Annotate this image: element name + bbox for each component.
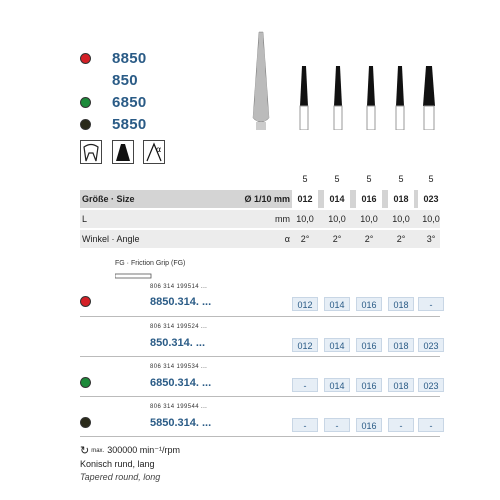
- length-row: [80, 210, 440, 228]
- variant-code: 5850: [112, 116, 147, 133]
- order-number: 806 314 199514 ...: [150, 284, 208, 290]
- order-number: 806 314 199534 ...: [150, 364, 208, 370]
- order-size-cell[interactable]: 016: [356, 297, 382, 311]
- svg-text:α: α: [156, 145, 162, 154]
- red-ring-dot: [80, 296, 91, 307]
- length-unit: mm: [275, 214, 290, 224]
- pack-cell: 5: [398, 174, 404, 184]
- speed-prefix: max.: [91, 447, 105, 454]
- size-row: [80, 190, 440, 208]
- order-size-cell[interactable]: 023: [418, 338, 444, 352]
- bur-silhouette-014: [331, 64, 345, 130]
- variant-6850: [80, 94, 147, 111]
- variant-code: 6850: [112, 94, 147, 111]
- order-size-cell[interactable]: -: [292, 418, 318, 432]
- tapered-shape-icon: [112, 140, 134, 164]
- bur-silhouette-018: [393, 64, 407, 130]
- order-size-cell[interactable]: 016: [356, 338, 382, 352]
- order-number: 806 314 199544 ...: [150, 404, 208, 410]
- order-size-cell[interactable]: 023: [418, 378, 444, 392]
- order-size-cell[interactable]: 014: [324, 378, 350, 392]
- angle-cell: 2°: [396, 234, 406, 244]
- size-unit: Ø 1/10 mm: [244, 194, 290, 204]
- order-size-cell[interactable]: 012: [292, 338, 318, 352]
- red-ring-dot: [80, 53, 91, 64]
- variant-code: 8850: [112, 50, 147, 67]
- angle-cell: 3°: [426, 234, 436, 244]
- angle-alpha-icon: [143, 140, 165, 164]
- order-size-cell[interactable]: 018: [388, 378, 414, 392]
- order-code: 5850.314. ...: [150, 417, 212, 429]
- order-size-cell[interactable]: -: [418, 418, 444, 432]
- pack-cell: 5: [428, 174, 434, 184]
- size-label: Größe · Size: [82, 194, 135, 204]
- divider: [80, 356, 440, 357]
- description-de: Konisch rund, lang: [80, 459, 155, 469]
- pack-cell: 5: [366, 174, 372, 184]
- angle-label: Winkel · Angle: [82, 234, 140, 244]
- length-cell: 10,0: [360, 214, 378, 224]
- order-size-cell[interactable]: 018: [388, 297, 414, 311]
- large-bur-image: [246, 30, 276, 130]
- order-size-cell[interactable]: 016: [356, 378, 382, 392]
- angle-unit: α: [284, 234, 290, 244]
- angle-cell: 2°: [300, 234, 310, 244]
- description-en: Tapered round, long: [80, 472, 161, 482]
- angle-row: [80, 230, 440, 248]
- green-ring-dot: [80, 97, 91, 108]
- order-number: 806 314 199524 ...: [150, 324, 208, 330]
- size-cell: 018: [388, 190, 414, 208]
- shank-label: FG · Friction Grip (FG): [115, 260, 186, 267]
- order-size-cell[interactable]: -: [292, 378, 318, 392]
- variant-code: 850: [112, 72, 138, 89]
- length-cell: 10,0: [296, 214, 314, 224]
- rotation-icon: ↻: [80, 445, 90, 457]
- size-cell: 016: [356, 190, 382, 208]
- length-cell: 10,0: [422, 214, 440, 224]
- angle-cell: 2°: [364, 234, 374, 244]
- order-size-cell[interactable]: 016: [356, 418, 382, 432]
- tooth-crown-icon: [80, 140, 102, 164]
- speed-value: 300000 min⁻¹/rpm: [107, 445, 181, 455]
- fg-shank-icon: [115, 270, 155, 282]
- variant-850: [112, 72, 138, 89]
- angle-cell: 2°: [332, 234, 342, 244]
- pack-row: [80, 170, 440, 188]
- speed-line: [80, 444, 180, 457]
- order-size-cell[interactable]: 018: [388, 338, 414, 352]
- length-label: L: [82, 214, 88, 224]
- order-code: 8850.314. ...: [150, 296, 212, 308]
- divider: [80, 436, 440, 437]
- order-size-cell[interactable]: 012: [292, 297, 318, 311]
- order-size-cell[interactable]: -: [418, 297, 444, 311]
- bur-silhouette-023: [421, 64, 437, 130]
- pack-cell: 5: [302, 174, 308, 184]
- variant-8850: [80, 50, 147, 67]
- length-cell: 10,0: [328, 214, 346, 224]
- size-cell: 012: [292, 190, 318, 208]
- order-code: 6850.314. ...: [150, 377, 212, 389]
- green-ring-dot: [80, 377, 91, 388]
- order-size-cell[interactable]: -: [388, 418, 414, 432]
- black-ring-dot: [80, 119, 91, 130]
- length-cell: 10,0: [392, 214, 410, 224]
- order-code: 850.314. ...: [150, 337, 206, 349]
- pack-cell: 5: [334, 174, 340, 184]
- size-cell: 023: [418, 190, 444, 208]
- order-size-cell[interactable]: 014: [324, 297, 350, 311]
- bur-silhouette-012: [297, 64, 311, 130]
- divider: [80, 396, 440, 397]
- black-ring-dot: [80, 417, 91, 428]
- divider: [80, 316, 440, 317]
- order-size-cell[interactable]: -: [324, 418, 350, 432]
- size-cell: 014: [324, 190, 350, 208]
- order-size-cell[interactable]: 014: [324, 338, 350, 352]
- variant-5850: [80, 116, 147, 133]
- bur-silhouette-016: [364, 64, 378, 130]
